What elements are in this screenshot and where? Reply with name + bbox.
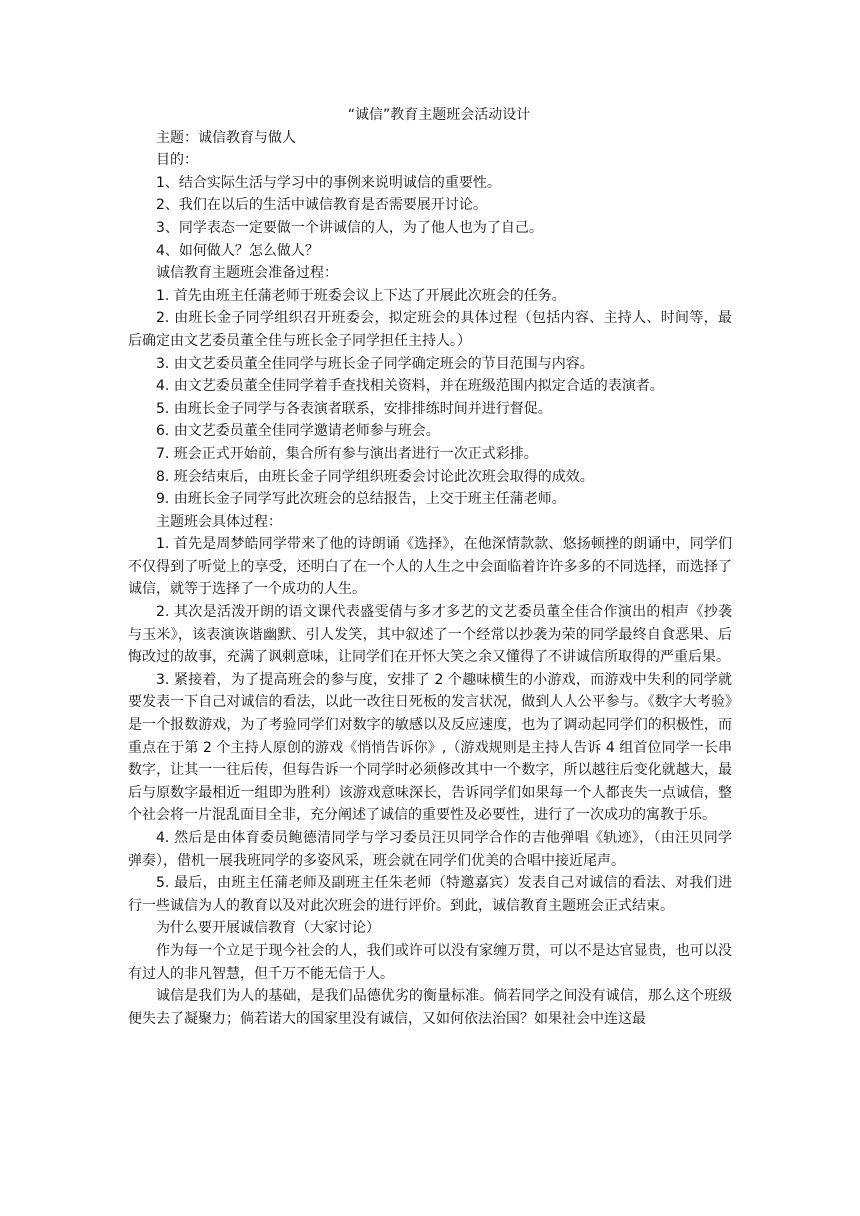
purpose-item-2: 2、我们在以后的生活中诚信教育是否需要展开讨论。 <box>156 197 487 214</box>
preparation-step-2: 2. 由班长金子同学组织召开班委会，拟定班会的具体过程（包括内容、主持人、时间等，最后确定由文艺委员董全佳与班长金子同学担任主持人。） <box>128 310 732 349</box>
paragraph-discussion-heading: 为什么要开展诚信教育（大家讨论） <box>156 920 380 937</box>
process-item-3: 3. 紧接着，为了提高班会的参与度，安排了 2 个趣味横生的小游戏，而游戏中失利的同学就要发表一下自己对诚信的看法，以此一改往日死板的发言状况，做到人人公平参与。《数字大考验》是一个报数游戏，为了考验同学们对数字的敏感以及反应速度，也为了调动起同学们的积极性，而重点在于第 2 个主持人原创的游戏《悄悄告诉你》,（游戏规则是主持人告诉 4 组首位同学一长串数字，让其一一往后传，但每告诉一个同学时必须修改其中一个数字，所以越往后变化就越大，最后与原数字最相近一组即为胜利）该游戏意味深长，告诉同学们如果每一个人都丧失一点诚信，整个社会将一片混乱面目全非，充分阐述了诚信的重要性及必要性，进行了一次成功的寓教于乐。 <box>128 671 732 824</box>
preparation-step-4: 4. 由文艺委员董全佳同学着手查找相关资料，并在班级范围内拟定合适的表演者。 <box>156 378 664 395</box>
paragraph-process-heading: 主题班会具体过程： <box>156 513 282 530</box>
preparation-step-8: 8. 班会结束后，由班长金子同学组织班委会讨论此次班会取得的成效。 <box>156 468 594 485</box>
process-item-5: 5. 最后，由班主任蒲老师及副班主任朱老师（特邀嘉宾）发表自己对诚信的看法、对我们进行一些诚信为人的教育以及对此次班会的进行评价。到此，诚信教育主题班会正式结束。 <box>128 875 732 914</box>
purpose-item-4: 4、如何做人？怎么做人？ <box>156 242 319 259</box>
discussion-paragraph-2: 诚信是我们为人的基础，是我们品德优劣的衡量标准。倘若同学之间没有诚信，那么这个班级便失去了凝聚力；倘若诺大的国家里没有诚信，又如何依法治国？如果社会中连这最 <box>128 988 732 1027</box>
preparation-step-6: 6. 由文艺委员董全佳同学邀请老师参与班会。 <box>156 423 440 440</box>
process-item-1: 1. 首先是周梦皓同学带来了他的诗朗诵《选择》，在他深情款款、悠扬顿挫的朗诵中，同学们不仅得到了听觉上的享受，还明白了在一个人的人生之中会面临着许许多多的不同选择，而选择了诚信，就等于选择了一个成功的人生。 <box>128 536 732 598</box>
process-item-4: 4. 然后是由体育委员鲍德清同学与学习委员汪贝同学合作的吉他弹唱《轨迹》，（由汪贝同学弹奏），借机一展我班同学的多姿风采，班会就在同学们优美的合唱中接近尾声。 <box>128 830 732 869</box>
preparation-step-7: 7. 班会正式开始前，集合所有参与演出者进行一次正式彩排。 <box>156 445 538 462</box>
paragraph-preparation-heading: 诚信教育主题班会准备过程： <box>156 265 338 282</box>
discussion-paragraph-1: 作为每一个立足于现今社会的人，我们或许可以没有家缠万贯，可以不是达官显贵，也可以没有过人的非凡智慧，但千万不能无信于人。 <box>128 942 732 982</box>
purpose-item-1: 1、结合实际生活与学习中的事例来说明诚信的重要性。 <box>156 174 501 191</box>
preparation-step-9: 9. 由班长金子同学写此次班会的总结报告，上交于班主任蒲老师。 <box>156 491 566 508</box>
preparation-step-1: 1. 首先由班主任蒲老师于班委会议上下达了开展此次班会的任务。 <box>156 287 566 304</box>
purpose-item-3: 3、同学表态一定要做一个讲诚信的人，为了他人也为了自己。 <box>156 219 543 236</box>
paragraph-purpose-heading: 目的： <box>156 152 198 169</box>
paragraph-theme: 主题：诚信教育与做人 <box>156 129 296 146</box>
document-body <box>128 104 732 1030</box>
process-item-2: 2. 其次是活泼开朗的语文课代表盛雯倩与多才多艺的文艺委员董全佳合作演出的相声《抄袭与玉米》，该表演诙谐幽默、引人发笑，其中叙述了一个经常以抄袭为荣的同学最终自食恶果、后悔改过的故事，充满了讽刺意味，让同学们在开怀大笑之余又懂得了不讲诚信所取得的严重后果。 <box>128 604 732 666</box>
preparation-step-3: 3. 由文艺委员董全佳同学与班长金子同学确定班会的节目范围与内容。 <box>156 355 594 372</box>
document-title: “诚信”教育主题班会活动设计 <box>347 107 531 123</box>
preparation-step-5: 5. 由班长金子同学与各表演者联系，安排排练时间并进行督促。 <box>156 400 552 417</box>
